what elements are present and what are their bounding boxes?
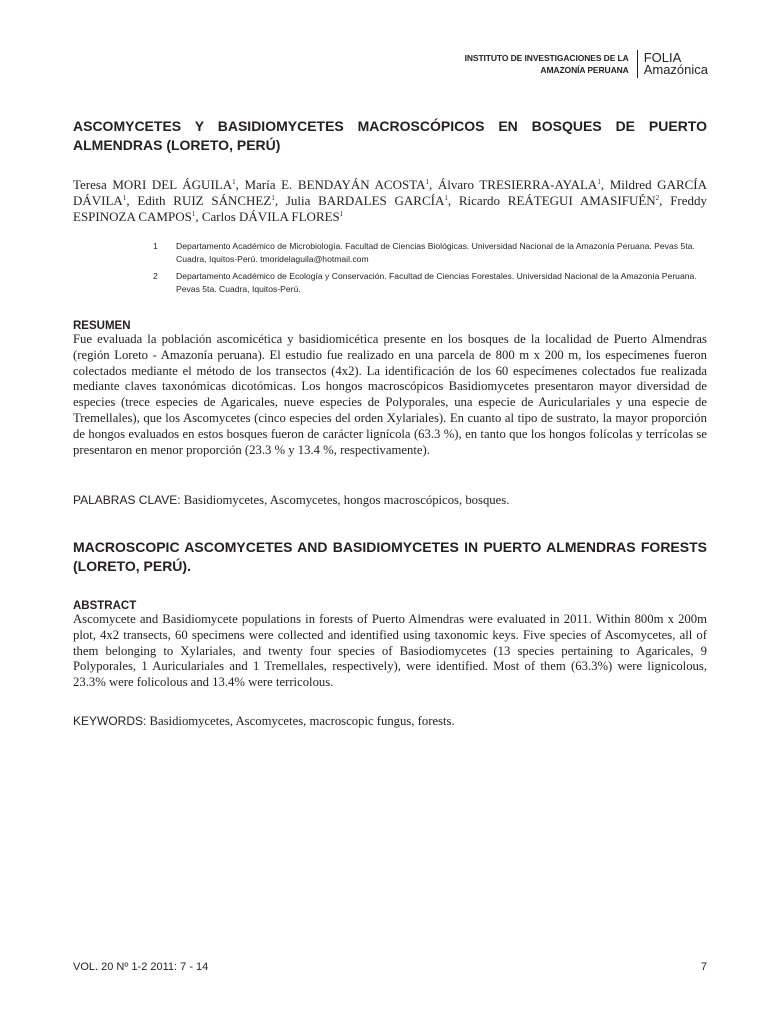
resumen-section [73, 320, 707, 458]
page-number: 7 [700, 961, 707, 973]
author-name: Mildred GARCÍA DÁVILA [73, 177, 708, 208]
palabras-clave-text: Basidiomycetes, Ascomycetes, hongos macroscópicos, bosques. [183, 493, 510, 507]
article-title-en: MACROSCOPIC ASCOMYCETES AND BASIDIOMYCETES IN PUERTO ALMENDRAS FORESTS (LORETO, PERÚ). [73, 539, 707, 574]
article-title-es: ASCOMYCETES Y BASIDIOMYCETES MACROSCÓPICOS EN BOSQUES DE PUERTO ALMENDRAS (LORETO, PERÚ) [73, 118, 707, 153]
resumen-text: Fue evaluada la población ascomicética y basidiomicética presente en los bosques de la localidad de Puerto Almendras (región Loreto - Amazonía peruana). El estudio fue realizado en una parcela de 800 m x 200 m, los especímenes fueron colectados mediante el método de los transectos (4x2). La identificación de los 60 especímenes colectados fue realizada mediante claves taxonómicas dicotómicas. Los hongos macroscópicos Basidiomycetes presentaron mayor diversidad de especies (trece especies de Agaricales, nueve especies de Polyporales, una especie de Auriculariales y una especie de Tremellales), que los Ascomycetes (cinco especies del orden Xylariales). En cuanto al tipo de sustrato, la mayor proporción de hongos evaluados en estos bosques fueron de carácter lignícola (63.3 %), en tanto que los hongos folícolas y terrícolas se presentaron en menor proporción (23.3 % y 13.4 %, respectivamente). [73, 332, 707, 457]
author-name: Teresa MORI DEL ÁGUILA [73, 177, 233, 192]
keywords-label: KEYWORDS: [73, 714, 147, 728]
abstract-text: Ascomycete and Basidiomycete populations in forests of Puerto Almendras were evaluated in 2011. Within 800m x 200m plot, 4x2 transects, 60 specimens were collected and identified using taxonomic keys. Five species of Ascomycetes, all of them belonging to Xylariales, and twenty four species of Basiodiomycetes (13 species pertaining to Agaricales, 9 Polyporales, 1 Auriculariales and 1 Tremellales, respectively), were identified. Most of them (63.3%) were lignicolous, 23.3% were folicolous and 13.4% were terricolous. [73, 612, 707, 690]
affiliation-item: 2 Departamento Académico de Ecología y Conservación. Facultad de Ciencias Forestales. Universidad Nacional de la Amazonía Peruana. Pevas 5ta. Cuadra, Iquitos-Perú. [153, 271, 697, 294]
authors-block [73, 177, 707, 225]
author-list: Teresa MORI DEL ÁGUILA$^1$, María E. BENDAYÁN ACOSTA$^1$, Álvaro TRESIERRA-AYALA$^1$, Mildred GARCÍA DÁVILA$^1$, Edith RUIZ SÁNCHEZ$^1$, Julia BARDALES GARCÍA$^1$, Ricardo REÁTEGUI AMASIFUÉN$^2$, Freddy ESPINOZA CAMPOS$^1$, Carlos DÁVILA FLORES$^1$ [73, 177, 708, 224]
page-footer [73, 961, 707, 973]
spanish-title-block [73, 117, 707, 155]
author-name: Ricardo REÁTEGUI AMASIFUÉN [458, 193, 656, 208]
institute-name: INSTITUTO DE INVESTIGACIONES DE LA AMAZONÍA PERUANA [464, 53, 629, 75]
volume-info: VOL. 20 Nº 1-2 2011: 7 - 14 [73, 961, 209, 973]
journal-header [465, 50, 708, 78]
affiliations [150, 240, 707, 300]
palabras-clave-label: PALABRAS CLAVE: [73, 493, 181, 507]
affiliation-item: 1 Departamento Académico de Microbiología. Facultad de Ciencias Biológicas. Universidad Nacional de la Amazonía Peruana. Pevas 5ta. Cuadra, Iquitos-Perú. tmoridelaguila@hotmail.com [153, 241, 695, 264]
author-name: Álvaro TRESIERRA-AYALA [437, 177, 598, 192]
author-name: Freddy ESPINOZA CAMPOS [73, 193, 708, 224]
author-name: Carlos DÁVILA FLORES [201, 209, 340, 224]
keywords [73, 714, 707, 730]
abstract-heading: ABSTRACT [73, 600, 137, 612]
author-name: Julia BARDALES GARCÍA [285, 193, 445, 208]
palabras-clave [73, 493, 707, 509]
abstract-section [73, 600, 707, 691]
resumen-heading: RESUMEN [73, 320, 131, 332]
author-name: María E. BENDAYÁN ACOSTA [244, 177, 426, 192]
english-title-block [73, 538, 707, 576]
keywords-text: Basidiomycetes, Ascomycetes, macroscopic fungus, forests. [149, 714, 455, 728]
journal-logo: FOLIA Amazónica [643, 50, 708, 77]
author-name: Edith RUIZ SÁNCHEZ [137, 193, 272, 208]
